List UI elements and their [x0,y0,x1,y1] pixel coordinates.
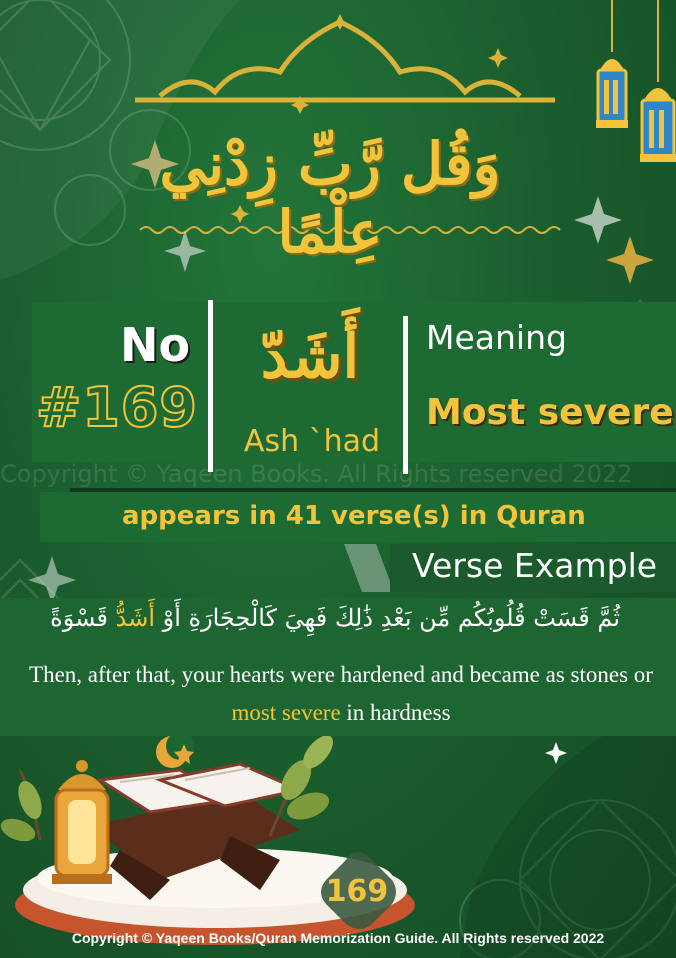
divider-left [208,300,213,472]
divider-right [403,316,408,474]
verse-arabic-after: قَسْوَةً [50,604,116,632]
transliteration: Ash `had [243,424,381,459]
word-arabic: أَشَدّ [260,322,360,392]
verse-english-before: Then, after that, your hearts were hardened and became as stones or [29,662,653,687]
verse-english-highlight: most severe [231,700,341,725]
verse-arabic-highlight: أَشَدُّ [115,604,155,632]
entry-number: #169 [36,376,198,439]
verse-arabic [20,604,620,632]
badge-number: 169 [325,874,389,909]
verse-english-after: in hardness [340,700,451,725]
watermark: Copyright © Yaqeen Books. All Rights reserved 2022 [0,460,633,488]
soft-shape-bottom-right [460,700,676,958]
verse-english [14,656,668,732]
copyright-footer: Copyright © Yaqeen Books/Quran Memorization Guide. All Rights reserved 2022 [71,930,605,946]
crescent-moon-icon [156,732,194,768]
no-label: No [120,318,191,372]
verse-example-label: Verse Example [412,546,658,585]
lantern-icon [596,0,676,162]
verse-arabic-before: ثُمَّ قَسَتْ قُلُوبُكُم مِّن بَعْدِ ذَٰلِكَ فَهِيَ كَالْحِجَارَةِ أَوْ [155,604,620,632]
ribbon-accent-right [344,544,394,592]
title-arabic: وَقُل رَّبِّ زِدْنِي عِلْمًا [159,130,501,266]
meaning-label: Meaning [426,318,567,357]
meaning-value: Most severe [426,392,674,433]
appears-count-text: appears in 41 verse(s) in Quran [122,501,586,531]
